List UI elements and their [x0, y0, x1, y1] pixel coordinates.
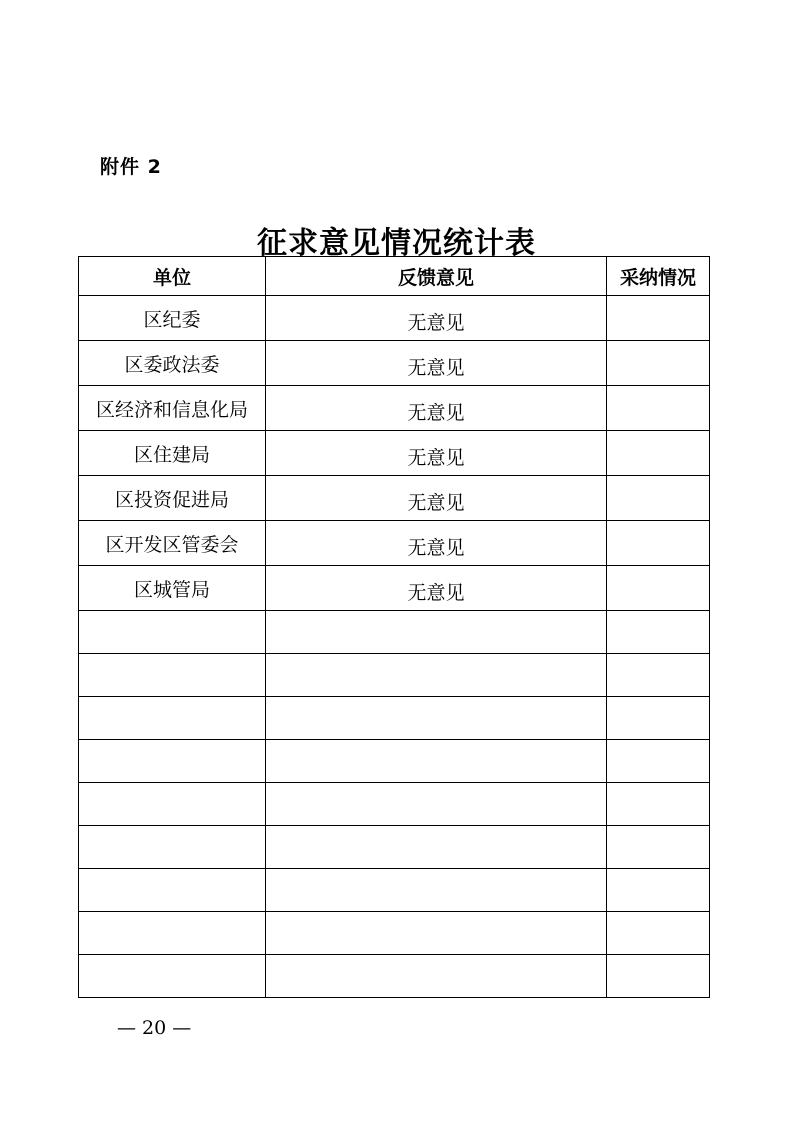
- page-number: — 20 —: [117, 1017, 192, 1039]
- empty-adoption-cell: [607, 826, 710, 869]
- empty-table-row: [79, 740, 710, 783]
- empty-table-row: [79, 912, 710, 955]
- empty-adoption-cell: [607, 869, 710, 912]
- unit-cell: 区委政法委: [79, 341, 266, 386]
- feedback-cell: 无意见: [266, 476, 607, 521]
- unit-cell: 区开发区管委会: [79, 521, 266, 566]
- adoption-cell: [607, 386, 710, 431]
- empty-table-row: [79, 826, 710, 869]
- table-row: [79, 566, 710, 611]
- empty-feedback-cell: [266, 654, 607, 697]
- table-header-row: [79, 257, 710, 296]
- column-header-feedback: 反馈意见: [266, 257, 607, 296]
- empty-unit-cell: [79, 912, 266, 955]
- table-row: [79, 521, 710, 566]
- empty-table-row: [79, 955, 710, 998]
- empty-unit-cell: [79, 740, 266, 783]
- empty-feedback-cell: [266, 697, 607, 740]
- table-row: [79, 341, 710, 386]
- feedback-cell: 无意见: [266, 341, 607, 386]
- empty-adoption-cell: [607, 654, 710, 697]
- empty-feedback-cell: [266, 912, 607, 955]
- feedback-stats-table: [78, 256, 710, 998]
- unit-cell: 区住建局: [79, 431, 266, 476]
- adoption-cell: [607, 296, 710, 341]
- empty-table-row: [79, 869, 710, 912]
- empty-feedback-cell: [266, 826, 607, 869]
- empty-adoption-cell: [607, 955, 710, 998]
- empty-adoption-cell: [607, 783, 710, 826]
- empty-unit-cell: [79, 783, 266, 826]
- unit-cell: 区纪委: [79, 296, 266, 341]
- feedback-cell: 无意见: [266, 431, 607, 476]
- adoption-cell: [607, 476, 710, 521]
- empty-adoption-cell: [607, 912, 710, 955]
- feedback-cell: 无意见: [266, 566, 607, 611]
- attachment-label: 附件 2: [100, 156, 162, 178]
- adoption-cell: [607, 566, 710, 611]
- empty-feedback-cell: [266, 783, 607, 826]
- empty-unit-cell: [79, 611, 266, 654]
- empty-adoption-cell: [607, 697, 710, 740]
- feedback-cell: 无意见: [266, 296, 607, 341]
- empty-unit-cell: [79, 654, 266, 697]
- unit-cell: 区经济和信息化局: [79, 386, 266, 431]
- empty-table-row: [79, 783, 710, 826]
- empty-table-row: [79, 611, 710, 654]
- empty-unit-cell: [79, 869, 266, 912]
- empty-adoption-cell: [607, 611, 710, 654]
- empty-feedback-cell: [266, 955, 607, 998]
- adoption-cell: [607, 521, 710, 566]
- table-row: [79, 386, 710, 431]
- table-row: [79, 296, 710, 341]
- column-header-adoption: 采纳情况: [607, 257, 710, 296]
- adoption-cell: [607, 431, 710, 476]
- empty-table-row: [79, 697, 710, 740]
- empty-feedback-cell: [266, 869, 607, 912]
- empty-table-row: [79, 654, 710, 697]
- table-row: [79, 476, 710, 521]
- empty-unit-cell: [79, 826, 266, 869]
- empty-feedback-cell: [266, 740, 607, 783]
- page-title: 征求意见情况统计表: [257, 226, 536, 261]
- empty-adoption-cell: [607, 740, 710, 783]
- column-header-unit: 单位: [79, 257, 266, 296]
- unit-cell: 区城管局: [79, 566, 266, 611]
- empty-feedback-cell: [266, 611, 607, 654]
- adoption-cell: [607, 341, 710, 386]
- empty-unit-cell: [79, 697, 266, 740]
- empty-unit-cell: [79, 955, 266, 998]
- table-row: [79, 431, 710, 476]
- unit-cell: 区投资促进局: [79, 476, 266, 521]
- feedback-cell: 无意见: [266, 521, 607, 566]
- feedback-cell: 无意见: [266, 386, 607, 431]
